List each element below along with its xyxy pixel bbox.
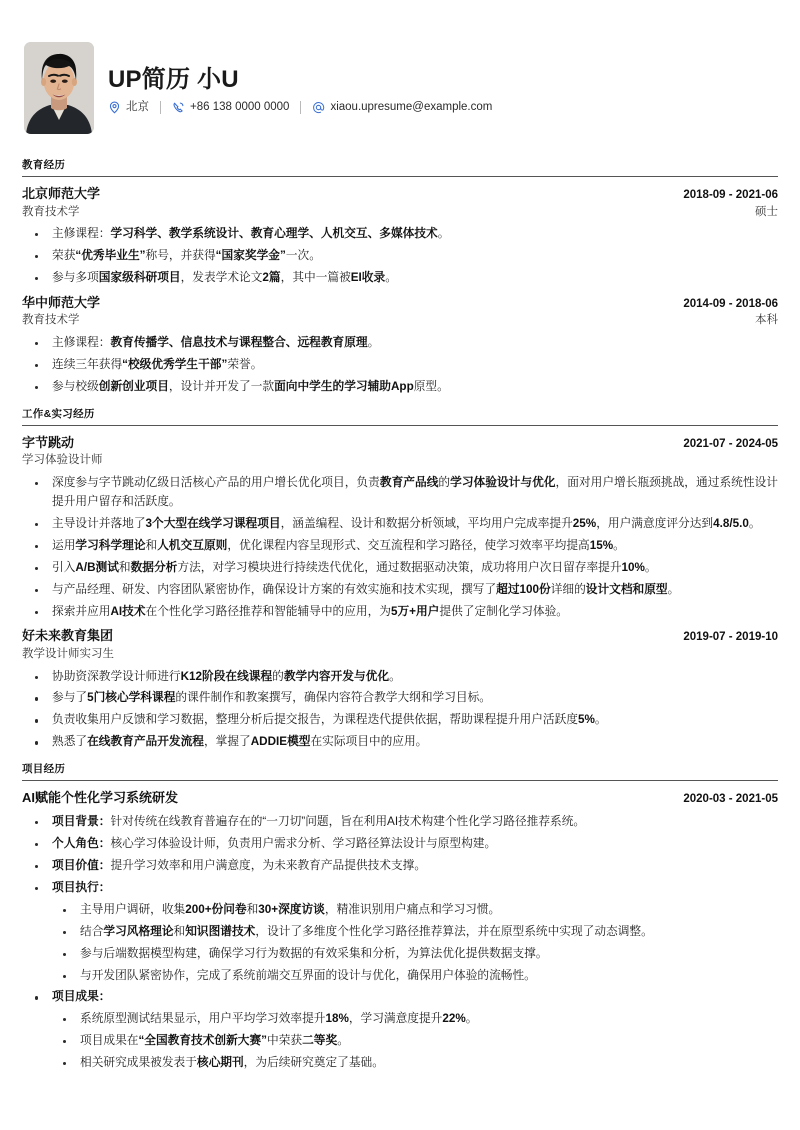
bullet-item: 参与校级创新创业项目，设计并开发了一款面向中学生的学习辅助App原型。 (22, 378, 778, 397)
contact-location-text: 北京 (126, 101, 149, 114)
entry-organization: 字节跳动 (22, 434, 75, 450)
sub-bullet-item: 相关研究成果被发表于核心期刊，为后续研究奠定了基础。 (52, 1054, 778, 1073)
entry-role: 学习体验设计师 (22, 454, 103, 467)
bullet-item: 个人角色：核心学习体验设计师，负责用户需求分析、学习路径算法设计与原型构建。 (22, 835, 778, 854)
entry-subheader-row (22, 205, 778, 221)
sub-bullet-item: 系统原型测试结果显示，用户平均学习效率提升18%，学习满意度提升22%。 (52, 1010, 778, 1029)
entry-bullet-list (22, 668, 778, 753)
resume-entry (22, 434, 778, 622)
bullet-item: 主修课程：教育传播学、信息技术与课程整合、远程教育原理。 (22, 334, 778, 353)
resume-section (22, 157, 778, 397)
at-email-icon (312, 101, 325, 114)
entry-meta: 硕士 (755, 205, 778, 218)
contact-list (108, 101, 778, 114)
bullet-group (22, 879, 778, 986)
bullet-group-label: 项目成果： (52, 990, 111, 1004)
entry-bullet-list (22, 813, 778, 1073)
section-divider (22, 425, 778, 426)
bullet-item: 深度参与字节跳动亿级日活核心产品的用户增长优化项目，负责教育产品线的学习体验设计与优化，面对用户增长瓶颈挑战，通过系统性设计提升用户留存和活跃度。 (22, 474, 778, 512)
header-text (108, 62, 778, 114)
entry-header-row (22, 789, 778, 808)
bullet-item: 主导设计并落地了3个大型在线学习课程项目，涵盖编程、设计和数据分析领域，平均用户完成率提升25%，用户满意度评分达到4.8/5.0。 (22, 515, 778, 534)
bullet-item: 项目背景：针对传统在线教育普遍存在的“一刀切”问题，旨在利用AI技术构建个性化学习路径推荐系统。 (22, 813, 778, 832)
entry-bullet-list (22, 334, 778, 397)
entry-subheader-row (22, 313, 778, 329)
entry-header-row (22, 185, 778, 204)
section-title: 项目经历 (22, 763, 66, 776)
bullet-item: 主修课程：学习科学、教学系统设计、教育心理学、人机交互、多媒体技术。 (22, 225, 778, 244)
sub-bullet-item: 主导用户调研，收集200+份问卷和30+深度访谈，精准识别用户痛点和学习习惯。 (52, 901, 778, 920)
bullet-group (22, 988, 778, 1073)
resume-entry (22, 294, 778, 397)
phone-icon (172, 101, 185, 114)
entry-dates: 2014-09 - 2018-06 (683, 297, 778, 310)
resume-entry (22, 789, 778, 1073)
resume-header (22, 42, 778, 148)
resume-section (22, 406, 778, 753)
section-title: 工作&实习经历 (22, 407, 95, 420)
entry-dates: 2018-09 - 2021-06 (683, 189, 778, 201)
entry-subheader-row (22, 453, 778, 469)
entry-organization: 华中师范大学 (22, 294, 101, 310)
entry-meta: 本科 (755, 314, 778, 327)
bullet-sublist (52, 1010, 778, 1073)
bullet-item: 荣获“优秀毕业生”称号，并获得“国家奖学金”一次。 (22, 247, 778, 266)
entry-header-row (22, 627, 778, 646)
contact-phone (172, 101, 289, 114)
resume-entry (22, 627, 778, 752)
entry-organization: 北京师范大学 (22, 186, 101, 201)
section-divider (22, 780, 778, 781)
sub-bullet-item: 参与后端数据模型构建，确保学习行为数据的有效采集和分析，为算法优化提供数据支撑。 (52, 945, 778, 964)
contact-email (312, 101, 492, 114)
entry-role: 教学设计师实习生 (22, 648, 114, 660)
section-title: 教育经历 (22, 159, 66, 171)
entry-organization: 好未来教育集团 (22, 628, 114, 644)
bullet-item: 引入A/B测试和数据分析方法，对学习模块进行持续迭代优化，通过数据驱动决策，成功将用户次日留存率提升10%。 (22, 559, 778, 578)
location-pin-icon (108, 101, 121, 114)
contact-divider (300, 101, 301, 114)
bullet-item: 熟悉了在线教育产品开发流程，掌握了ADDIE模型在实际项目中的应用。 (22, 733, 778, 752)
resume-sections (22, 157, 778, 1073)
bullet-item: 负责收集用户反馈和学习数据，整理分析后提交报告，为课程迭代提供依据，帮助课程提升用户活跃度5%。 (22, 711, 778, 730)
entry-bullet-list (22, 474, 778, 622)
sub-bullet-item: 与开发团队紧密协作，完成了系统前端交互界面的设计与优化，确保用户体验的流畅性。 (52, 967, 778, 986)
bullet-item: 运用学习科学理论和人机交互原则，优化课程内容呈现形式、交互流程和学习路径，使学习效率平均提高15%。 (22, 537, 778, 556)
entry-role: 教育技术学 (22, 314, 80, 327)
bullet-item: 连续三年获得“校级优秀学生干部”荣誉。 (22, 356, 778, 375)
entry-header-row (22, 434, 778, 453)
contact-location (108, 101, 149, 114)
sub-bullet-item: 项目成果在“全国教育技术创新大赛”中荣获二等奖。 (52, 1032, 778, 1051)
bullet-item: 与产品经理、研发、内容团队紧密协作，确保设计方案的有效实施和技术实现，撰写了超过100份详细的设计文档和原型。 (22, 581, 778, 600)
entry-dates: 2021-07 - 2024-05 (683, 437, 778, 450)
section-divider (22, 176, 778, 177)
bullet-item: 探索并应用AI技术在个性化学习路径推荐和智能辅导中的应用，为5万+用户提供了定制化学习体验。 (22, 603, 778, 622)
resume-section (22, 761, 778, 1073)
entry-dates: 2020-03 - 2021-05 (683, 793, 778, 806)
entry-organization: AI赋能个性化学习系统研发 (22, 790, 179, 806)
sub-bullet-item: 结合学习风格理论和知识图谱技术，设计了多维度个性化学习路径推荐算法，并在原型系统中实现了动态调整。 (52, 923, 778, 942)
page-title: UP简历 小U (108, 65, 239, 93)
avatar (24, 42, 94, 134)
entry-dates: 2019-07 - 2019-10 (683, 631, 778, 644)
bullet-item: 参与多项国家级科研项目，发表学术论文2篇，其中一篇被EI收录。 (22, 269, 778, 288)
entry-header-row (22, 294, 778, 313)
bullet-item: 参与了5门核心学科课程的课件制作和教案撰写，确保内容符合教学大纲和学习目标。 (22, 689, 778, 708)
bullet-item: 协助资深教学设计师进行K12阶段在线课程的教学内容开发与优化。 (22, 668, 778, 687)
bullet-item: 项目价值：提升学习效率和用户满意度，为未来教育产品提供技术支撑。 (22, 857, 778, 876)
entry-subheader-row (22, 647, 778, 663)
entry-bullet-list (22, 225, 778, 288)
contact-email-text: xiaou.upresume@example.com (330, 101, 493, 114)
entry-role: 教育技术学 (22, 205, 80, 218)
contact-phone-text: +86 138 0000 0000 (190, 101, 290, 114)
contact-divider (160, 101, 161, 114)
bullet-group-label: 项目执行： (52, 880, 111, 894)
bullet-sublist (52, 901, 778, 986)
resume-entry (22, 185, 778, 288)
